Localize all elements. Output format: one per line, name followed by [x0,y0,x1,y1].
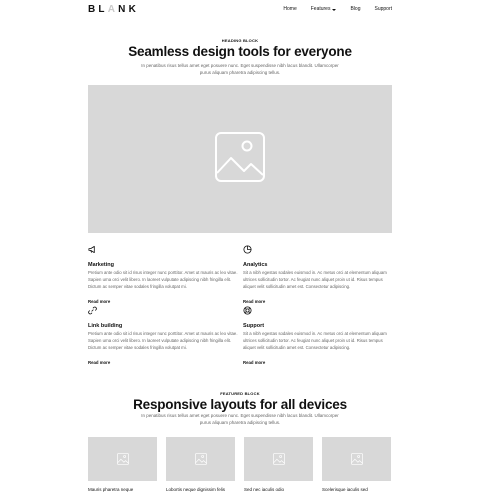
feature-support [243,302,393,369]
nav-label: Features [310,6,331,12]
image-placeholder-icon [214,131,266,183]
feature-link-building [88,302,238,369]
nav-item-home[interactable] [283,6,296,12]
feature-marketing [88,241,238,308]
section-lead: In penatibus risus tellus amet eget posuere nunc. Eget suspendisse nibh lacus blandit. Ullamcorper purus aliquam pharetra adipiscing tellus. [141,413,339,425]
chart-pie-icon [243,245,252,254]
section-eyebrow: HEADING BLOCK [221,38,259,43]
feature-analytics [243,241,393,308]
card-image-placeholder[interactable] [88,437,157,481]
feature-title: Analytics [243,262,268,268]
feature-title: Link building [88,323,123,329]
image-placeholder-icon [351,453,363,465]
nav-item-support[interactable] [374,6,392,12]
read-more-link[interactable]: Read more [88,360,111,366]
feature-text: Sit a nibh egestas sodales euismod in. Ac metus orci at elementum aliquam ultrices sollicitudin tortor. Ac feugiat nunc aliquet proin ut id. Risus tempus aliquet velit sollicitudin amet est. Consectetur adipiscing. [243,331,387,350]
hero-image-placeholder [88,85,392,233]
card-title[interactable]: Mauris pharetra neque [88,487,134,492]
card-image-placeholder[interactable] [244,437,313,481]
card-image-placeholder[interactable] [166,437,235,481]
logo-text: NK [118,4,139,15]
section-title: Responsive layouts for all devices [133,397,347,412]
nav-label: Support [374,6,392,12]
card-title[interactable]: Lobortis neque dignissim felis [166,487,226,492]
section-eyebrow: FEATURED BLOCK [220,391,260,396]
nav-label: Blog [350,6,361,12]
read-more-link[interactable]: Read more [243,299,266,305]
nav-item-features[interactable] [311,6,337,12]
card-image-placeholder[interactable] [322,437,391,481]
support-lifebuoy-icon [243,306,252,315]
megaphone-icon [88,245,97,254]
image-placeholder-icon [195,453,207,465]
feature-text: Sit a nibh egestas sodales euismod in. Ac metus orci at elementum aliquam ultrices sollicitudin tortor. Ac feugiat nunc aliquet proin ut id. Risus tempus aliquet velit sollicitudin amet est. Consectetur adipiscing. [243,270,387,289]
read-more-link[interactable]: Read more [88,299,111,305]
feature-text: Pretium ante odio sit id risus integer nunc porttitor. Amet ut mauris ac leo vitae. Sapien urna orci velit libero. In laoreet vulputate adipiscing nibh fringilla elit. Dictum ac semper vitae sodales fringilla volutpat mi. [88,331,238,350]
link-icon [88,306,97,315]
chevron-down-icon [332,9,336,11]
feature-text: Pretium ante odio sit id risus integer nunc porttitor. Amet ut mauris ac leo vitae. Sapien urna orci velit libero. In laoreet vulputate adipiscing nibh fringilla elit. Dictum ac semper vitae sodales fringilla volutpat mi. [88,270,238,289]
read-more-link[interactable]: Read more [243,360,266,366]
feature-title: Marketing [88,262,114,268]
section-title: Seamless design tools for everyone [128,44,352,59]
nav-item-blog[interactable] [350,6,360,12]
nav-label: Home [283,6,297,12]
logo-text: A [107,4,119,15]
site-header [0,0,480,22]
card-title[interactable]: Sed nec iaculis odio [244,487,285,492]
main-nav [283,6,392,12]
image-placeholder-icon [273,453,285,465]
section-lead: In penatibus risus tellus amet eget posuere nunc. Eget suspendisse nibh lacus blandit. Ullamcorper purus aliquam pharetra adipiscing tellus. [141,63,339,75]
feature-title: Support [243,323,265,329]
logo-text: BL [88,4,108,15]
logo[interactable] [88,4,139,15]
card-title[interactable]: Scelerisque iaculis sed [322,487,368,492]
image-placeholder-icon [117,453,129,465]
